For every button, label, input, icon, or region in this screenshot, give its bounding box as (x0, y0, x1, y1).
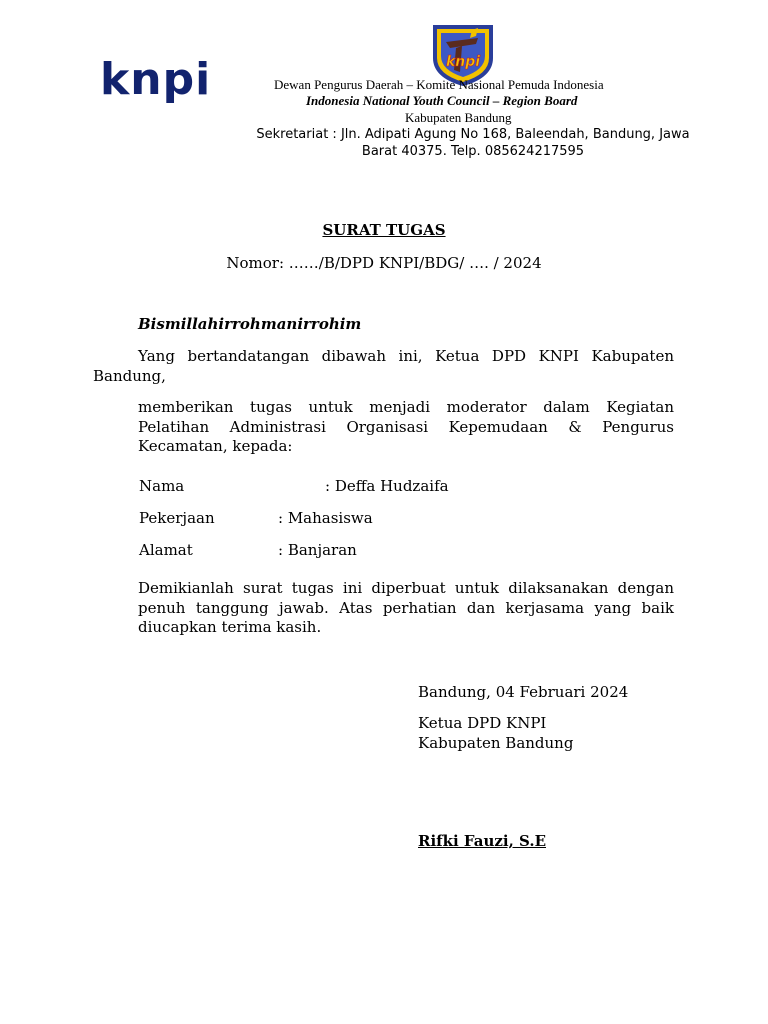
place-date: Bandung, 04 Februari 2024 (418, 683, 629, 701)
header-council-name: Dewan Pengurus Daerah – Komite Nasional Pemuda Indonesia (274, 77, 604, 92)
knpi-logo-text: knpi (100, 54, 212, 105)
field-label-nama: Nama (139, 477, 185, 495)
paragraph-assignment: memberikan tugas untuk menjadi moderator dalam Kegiatan Pelatihan Administrasi Organisasi Kepemudaan & Pengurus Kecamatan, kepada: (138, 398, 674, 455)
paragraph-intro: Yang bertandatangan dibawah ini, Ketua DPD KNPI Kabupaten Bandung, (93, 347, 674, 385)
field-value-nama: : Deffa Hudzaifa (325, 477, 449, 495)
opening-basmalah: Bismillahirrohmanirrohim (138, 315, 362, 333)
field-label-alamat: Alamat (139, 541, 193, 559)
header-address: Sekretariat : Jln. Adipati Agung No 168, Baleendah, Bandung, Jawa Barat 40375. Telp. 085624217595 (256, 127, 690, 159)
paragraph-closing: Demikianlah surat tugas ini diperbuat untuk dilaksanakan dengan penuh tanggung jawab. Atas perhatian dan kerjasama yang baik diucapkan terima kasih. (138, 579, 674, 636)
field-value-pekerjaan: : Mahasiswa (278, 509, 373, 527)
letter-title: SURAT TUGAS (322, 221, 446, 239)
signer-region: Kabupaten Bandung (418, 734, 574, 752)
field-value-alamat: : Banjaran (278, 541, 357, 559)
field-label-pekerjaan: Pekerjaan (139, 509, 215, 527)
emblem-label: knpi (445, 54, 481, 70)
letter-number: Nomor: ……/B/DPD KNPI/BDG/ …. / 2024 (226, 254, 542, 272)
signer-name: Rifki Fauzi, S.E (418, 832, 546, 850)
signer-position: Ketua DPD KNPI (418, 714, 547, 732)
header-region: Kabupaten Bandung (405, 110, 512, 125)
header-council-name-english: Indonesia National Youth Council – Region Board (306, 93, 578, 108)
